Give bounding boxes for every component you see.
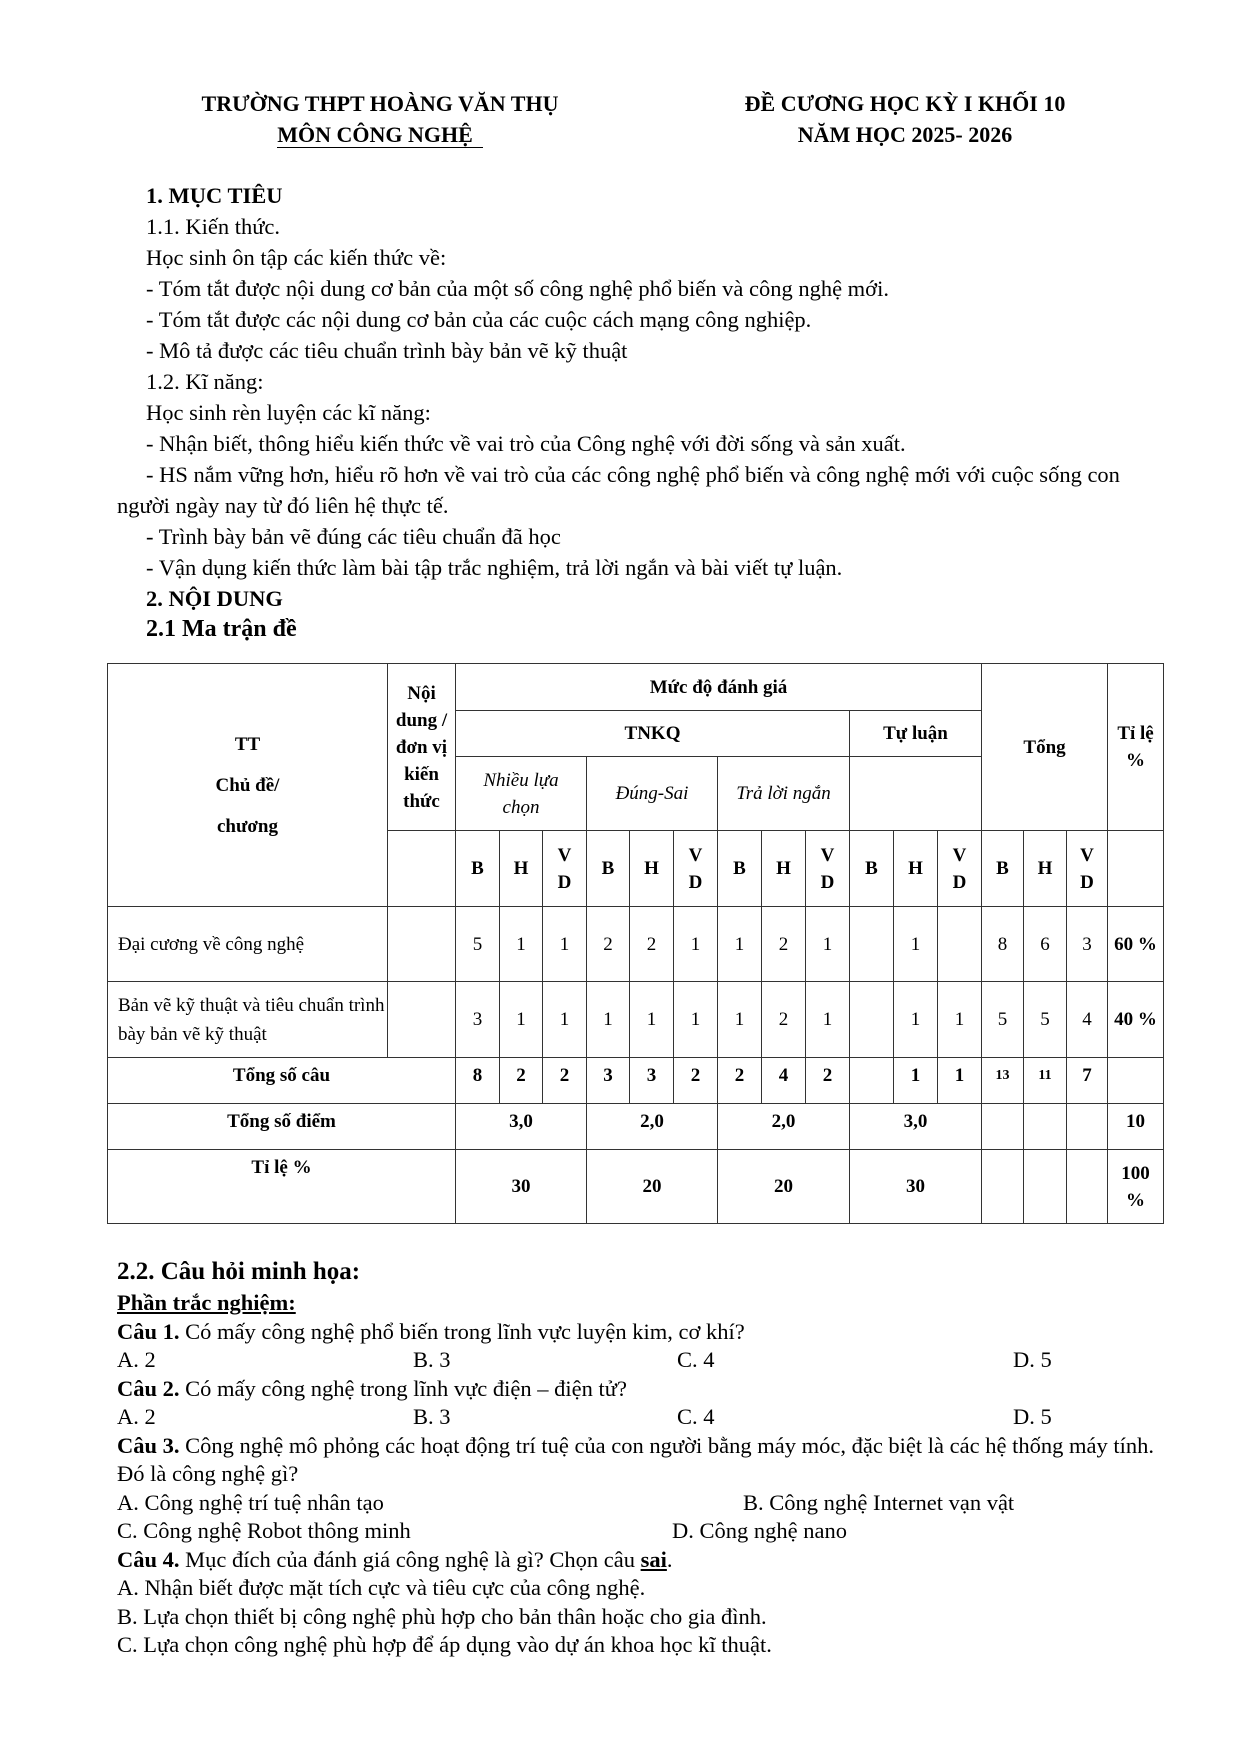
percent-total: 100 % — [1108, 1150, 1164, 1224]
level-b: B — [456, 831, 500, 907]
sum-label: Tổng số câu — [108, 1058, 456, 1104]
question-label: Câu 3. — [117, 1432, 180, 1458]
answer-row — [117, 1489, 1157, 1518]
percent-group: 20 — [587, 1150, 718, 1224]
points-group: 2,0 — [718, 1104, 850, 1150]
points-total: 10 — [1108, 1104, 1164, 1150]
skills-heading: 1.2. Kĩ năng: — [146, 369, 264, 394]
cell: 1 — [806, 907, 850, 982]
document-title: ĐỀ CƯƠNG HỌC KỲ I KHỐI 10 — [744, 91, 1066, 116]
cell — [850, 1058, 894, 1104]
cell: 2 — [762, 982, 806, 1058]
answer-c: C. 4 — [677, 1404, 715, 1429]
level-b: B — [587, 831, 630, 907]
level-h: H — [630, 831, 674, 907]
school-header — [160, 88, 600, 150]
answer-b: B. Công nghệ Internet vạn vật — [743, 1489, 1015, 1515]
cell: 3 — [1067, 907, 1108, 982]
table-row — [108, 982, 1164, 1058]
matrix-heading: 2.1 Ma trận đề — [146, 616, 297, 642]
answer-row — [117, 1346, 1157, 1375]
header-true-false: Đúng-Sai — [587, 757, 718, 831]
level-b: B — [850, 831, 894, 907]
header-short-answer: Trả lời ngắn — [718, 757, 850, 831]
level-vd: V D — [1067, 831, 1108, 907]
answer-b: B. 3 — [413, 1404, 451, 1429]
cell — [982, 1104, 1024, 1150]
row-ratio: 40 % — [1108, 982, 1164, 1058]
percent-group: 30 — [456, 1150, 587, 1224]
cell: 1 — [718, 982, 762, 1058]
skills-intro: Học sinh rèn luyện các kĩ năng: — [146, 400, 431, 425]
answer-d: D. 5 — [1013, 1404, 1052, 1429]
cell: 1 — [806, 982, 850, 1058]
level-vd: V D — [938, 831, 982, 907]
level-b: B — [718, 831, 762, 907]
header-ratio: Tỉ lệ % — [1108, 664, 1164, 831]
cell: 1 — [543, 982, 587, 1058]
skills-item: - HS nắm vững hơn, hiểu rõ hơn về vai trò của các công nghệ phổ biến và công nghệ mới với cuộc sống con người ngày nay từ đó liên hệ thực tế. — [117, 462, 1120, 518]
percent-group: 30 — [850, 1150, 982, 1224]
cell: 1 — [894, 982, 938, 1058]
skills-item: - Nhận biết, thông hiểu kiến thức về vai trò của Công nghệ với đời sống và sản xuất. — [146, 431, 906, 456]
cell: 4 — [762, 1058, 806, 1104]
question-text: Công nghệ mô phỏng các hoạt động trí tuệ của con người bằng máy móc, đặc biệt là các hệ thống máy tính. Đó là công nghệ gì? — [117, 1432, 1154, 1486]
question-3 — [117, 1432, 1157, 1489]
points-row — [108, 1104, 1164, 1150]
cell: 1 — [674, 982, 718, 1058]
school-year: NĂM HỌC 2025- 2026 — [797, 122, 1013, 147]
answer-a: A. 2 — [117, 1404, 156, 1429]
answer-b: B. Lựa chọn thiết bị công nghệ phù hợp cho bản thân hoặc cho gia đình. — [117, 1603, 767, 1629]
answer-a: A. 2 — [117, 1347, 156, 1372]
question-end: . — [666, 1546, 673, 1572]
question-text: Có mấy công nghệ trong lĩnh vực điện – điện tử? — [179, 1375, 627, 1401]
emphasis-word: sai — [640, 1546, 667, 1572]
question-label: Câu 1. — [117, 1318, 180, 1344]
question-text: Mục đích của đánh giá công nghệ là gì? Chọn câu — [179, 1546, 641, 1572]
header-unit-cont — [388, 831, 456, 907]
skills-item: - Trình bày bản vẽ đúng các tiêu chuẩn đã học — [146, 524, 561, 549]
cell: 7 — [1067, 1058, 1108, 1104]
cell — [1024, 1104, 1067, 1150]
row-ratio: 60 % — [1108, 907, 1164, 982]
level-h: H — [762, 831, 806, 907]
cell: 5 — [1024, 982, 1067, 1058]
cell: 1 — [500, 982, 543, 1058]
header-unit: Nội dung /đơn vị kiến thức — [388, 664, 456, 831]
assessment-matrix-table — [107, 663, 1164, 1224]
ratio-blank — [1108, 831, 1164, 907]
cell — [1024, 1150, 1067, 1224]
header-essay: Tự luận — [850, 711, 982, 757]
answer-b: B. 3 — [413, 1347, 451, 1372]
part-heading: Phần trắc nghiệm: — [117, 1290, 296, 1315]
cell: 1 — [938, 1058, 982, 1104]
cell — [850, 907, 894, 982]
cell: 2 — [587, 907, 630, 982]
cell: 1 — [894, 1058, 938, 1104]
cell: 5 — [982, 982, 1024, 1058]
cell: 3 — [456, 982, 500, 1058]
cell: 1 — [630, 982, 674, 1058]
level-b: B — [982, 831, 1024, 907]
knowledge-heading: 1.1. Kiến thức. — [146, 214, 281, 239]
answer-a: A. Nhận biết được mặt tích cực và tiêu cực của công nghệ. — [117, 1575, 646, 1600]
knowledge-item: - Tóm tắt được các nội dung cơ bản của các cuộc cách mạng công nghiệp. — [146, 307, 812, 332]
cell: 5 — [456, 907, 500, 982]
header-multiple-choice: Nhiều lựa chọn — [456, 757, 587, 831]
cell — [1067, 1104, 1108, 1150]
answer-c: C. Lựa chọn công nghệ phù hợp để áp dụng vào dự án khoa học kĩ thuật. — [117, 1632, 772, 1657]
answer-row — [117, 1403, 1157, 1432]
sum-row — [108, 1058, 1164, 1104]
percent-label: Tỉ lệ % — [108, 1150, 456, 1224]
header-essay-blank — [850, 757, 982, 831]
points-label: Tổng số điểm — [108, 1104, 456, 1150]
cell: 2 — [806, 1058, 850, 1104]
knowledge-item: - Tóm tắt được nội dung cơ bản của một số công nghệ phổ biến và công nghệ mới. — [146, 276, 889, 301]
cell: 2 — [718, 1058, 762, 1104]
header-topic-line1: Chủ đề/ — [215, 774, 280, 796]
cell: 1 — [543, 907, 587, 982]
points-group: 2,0 — [587, 1104, 718, 1150]
level-vd: V D — [806, 831, 850, 907]
cell: 2 — [630, 907, 674, 982]
header-total: Tổng — [982, 664, 1108, 831]
cell — [1067, 1150, 1108, 1224]
row-topic: Bản vẽ kỹ thuật và tiêu chuẩn trình bày bản vẽ kỹ thuật — [108, 982, 388, 1058]
cell — [1108, 1058, 1164, 1104]
cell: 2 — [762, 907, 806, 982]
points-group: 3,0 — [850, 1104, 982, 1150]
level-vd: V D — [674, 831, 718, 907]
cell — [982, 1150, 1024, 1224]
cell: 1 — [674, 907, 718, 982]
table-row — [108, 907, 1164, 982]
cell: 1 — [938, 982, 982, 1058]
cell — [938, 907, 982, 982]
answer-row — [117, 1517, 1157, 1546]
cell: 2 — [543, 1058, 587, 1104]
cell: 1 — [894, 907, 938, 982]
percent-group: 20 — [718, 1150, 850, 1224]
cell: 13 — [982, 1058, 1024, 1104]
header-assessment-level: Mức độ đánh giá — [456, 664, 982, 711]
objectives-section — [117, 180, 1157, 645]
questions-section — [117, 1256, 1157, 1660]
cell: 1 — [587, 982, 630, 1058]
subject-name: MÔN CÔNG NGHỆ — [277, 122, 483, 148]
objectives-heading: 1. MỤC TIÊU — [146, 183, 283, 208]
knowledge-item: - Mô tả được các tiêu chuẩn trình bày bản vẽ kỹ thuật — [146, 338, 628, 363]
header-topic — [108, 664, 388, 907]
level-h: H — [894, 831, 938, 907]
level-vd: V D — [543, 831, 587, 907]
points-group: 3,0 — [456, 1104, 587, 1150]
answer-a: A. Công nghệ trí tuệ nhân tạo — [117, 1489, 384, 1515]
cell: 8 — [982, 907, 1024, 982]
cell: 2 — [500, 1058, 543, 1104]
answer-c: C. 4 — [677, 1347, 715, 1372]
knowledge-intro: Học sinh ôn tập các kiến thức về: — [146, 245, 447, 270]
answer-d: D. 5 — [1013, 1347, 1052, 1372]
row-unit — [388, 907, 456, 982]
question-label: Câu 2. — [117, 1375, 180, 1401]
cell: 3 — [587, 1058, 630, 1104]
header-tt: TT — [234, 733, 261, 755]
exam-header — [690, 88, 1120, 150]
cell: 2 — [674, 1058, 718, 1104]
header-topic-line2: chương — [217, 815, 278, 837]
questions-heading: 2.2. Câu hỏi minh họa: — [117, 1258, 361, 1285]
level-h: H — [500, 831, 543, 907]
percent-row — [108, 1150, 1164, 1224]
cell: 4 — [1067, 982, 1108, 1058]
cell: 1 — [500, 907, 543, 982]
cell: 1 — [718, 907, 762, 982]
skills-item: - Vận dụng kiến thức làm bài tập trắc nghiệm, trả lời ngắn và bài viết tự luận. — [146, 555, 843, 580]
header-tnkq: TNKQ — [456, 711, 850, 757]
cell — [850, 982, 894, 1058]
cell: 11 — [1024, 1058, 1067, 1104]
question-text: Có mấy công nghệ phổ biến trong lĩnh vực luyện kim, cơ khí? — [179, 1318, 745, 1344]
level-h: H — [1024, 831, 1067, 907]
school-name: TRƯỜNG THPT HOÀNG VĂN THỤ — [201, 91, 559, 116]
question-2 — [117, 1375, 1157, 1404]
cell: 6 — [1024, 907, 1067, 982]
answer-d: D. Công nghệ nano — [672, 1518, 847, 1543]
question-label: Câu 4. — [117, 1546, 180, 1572]
row-unit — [388, 982, 456, 1058]
question-4 — [117, 1546, 1157, 1575]
answer-c: C. Công nghệ Robot thông minh — [117, 1518, 411, 1543]
cell: 3 — [630, 1058, 674, 1104]
content-heading: 2. NỘI DUNG — [146, 586, 283, 611]
cell: 8 — [456, 1058, 500, 1104]
question-1 — [117, 1318, 1157, 1347]
row-topic: Đại cương về công nghệ — [108, 907, 388, 982]
